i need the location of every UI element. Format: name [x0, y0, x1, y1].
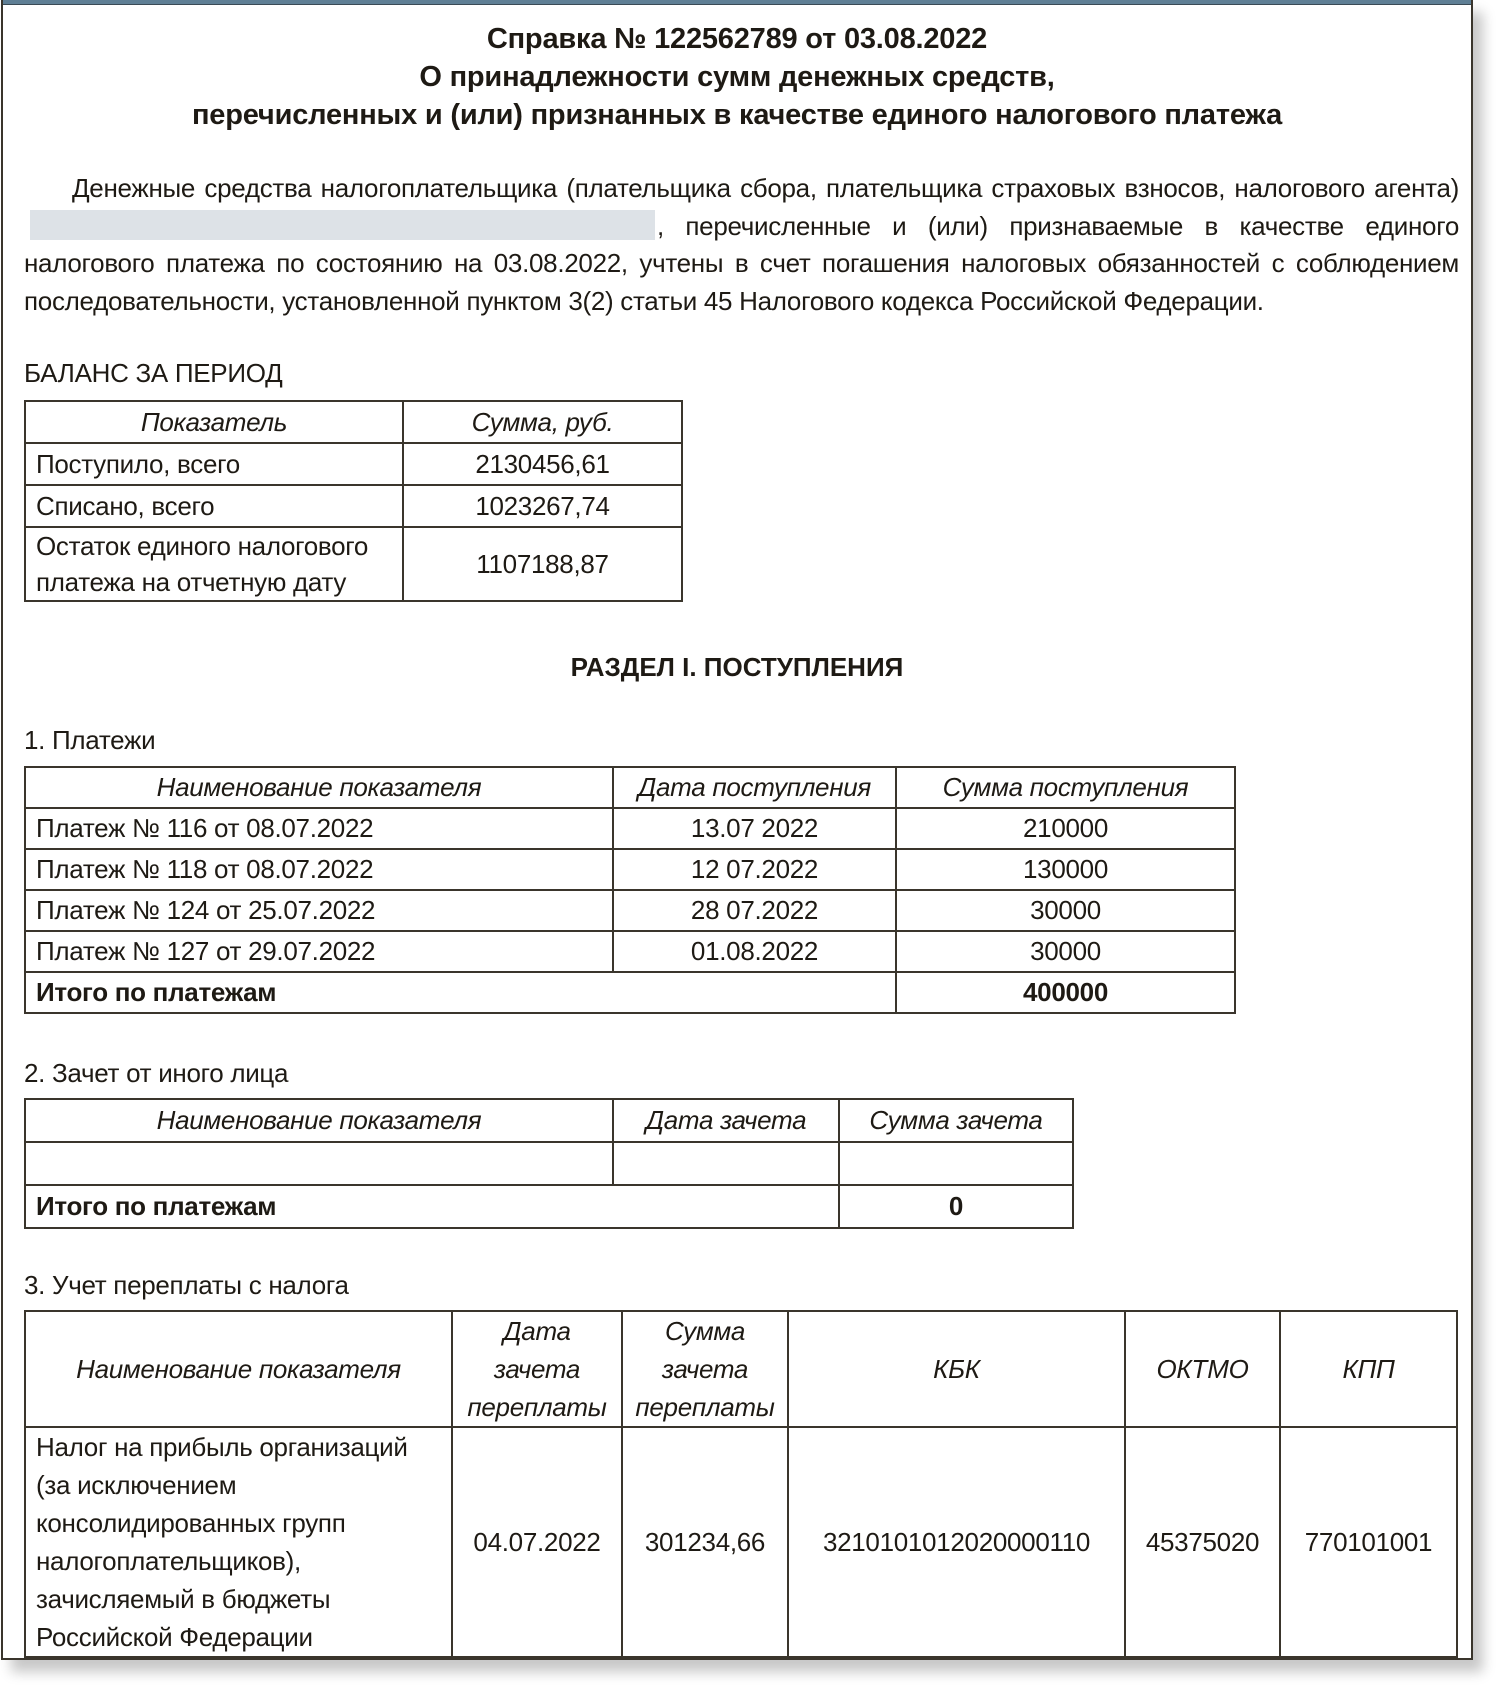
overpayment-date: 04.07.2022	[452, 1427, 622, 1657]
offset-label: 2. Зачет от иного лица	[24, 1058, 289, 1088]
payments-table	[24, 766, 1236, 1014]
total-label: Итого по платежам	[25, 1185, 839, 1228]
overpayment-label: 3. Учет переплаты с налога	[24, 1270, 349, 1300]
table-row	[25, 931, 1235, 972]
offset-table	[24, 1098, 1074, 1229]
total-row	[25, 972, 1235, 1013]
payment-amount: 30000	[896, 931, 1235, 972]
header-date: Дата зачета переплаты	[452, 1311, 622, 1427]
overpayment-oktmo: 45375020	[1125, 1427, 1280, 1657]
header-indicator: Показатель	[25, 401, 403, 443]
payment-date: 01.08.2022	[613, 931, 896, 972]
header-date: Дата зачета	[613, 1099, 839, 1142]
document-title	[3, 20, 1471, 134]
total-value: 400000	[896, 972, 1235, 1013]
payment-date: 13.07 2022	[613, 808, 896, 849]
row-value: 1023267,74	[403, 485, 682, 527]
header-oktmo: ОКТМО	[1125, 1311, 1280, 1427]
row-value: 1107188,87	[403, 527, 682, 601]
overpayment-kbk: 3210101012020000110	[788, 1427, 1125, 1657]
header-name: Наименование показателя	[25, 1311, 452, 1427]
table-row	[25, 443, 682, 485]
payment-name: Платеж № 118 от 08.07.2022	[25, 849, 613, 890]
intro-paragraph	[24, 170, 1459, 320]
payments-label: 1. Платежи	[24, 725, 156, 755]
row-name: Поступило, всего	[25, 443, 403, 485]
row-name: Остаток единого налогового платежа на отчетную дату	[25, 527, 403, 601]
offset-date	[613, 1142, 839, 1185]
redacted-taxpayer-name	[30, 210, 655, 240]
row-value: 2130456,61	[403, 443, 682, 485]
page-top-strip	[3, 0, 1471, 5]
table-row	[25, 890, 1235, 931]
header-name: Наименование показателя	[25, 767, 613, 808]
offset-amount	[839, 1142, 1073, 1185]
table-row	[25, 1427, 1457, 1657]
table-row	[25, 808, 1235, 849]
document-page	[1, 0, 1473, 1660]
table-row	[25, 1142, 1073, 1185]
title-line-3: перечисленных и (или) признанных в качестве единого налогового платежа	[191, 99, 1283, 131]
total-row	[25, 1185, 1073, 1228]
overpayment-kpp: 770101001	[1280, 1427, 1457, 1657]
table-header-row	[25, 1311, 1457, 1427]
total-value: 0	[839, 1185, 1073, 1228]
balance-table	[24, 400, 683, 602]
table-row	[25, 849, 1235, 890]
header-amount: Сумма, руб.	[403, 401, 682, 443]
row-name: Списано, всего	[25, 485, 403, 527]
header-date: Дата поступления	[613, 767, 896, 808]
header-kbk: КБК	[788, 1311, 1125, 1427]
payment-date: 28 07.2022	[613, 890, 896, 931]
balance-label: БАЛАНС ЗА ПЕРИОД	[24, 358, 283, 388]
payment-name: Платеж № 124 от 25.07.2022	[25, 890, 613, 931]
table-row	[25, 527, 682, 601]
intro-text-after: , перечисленные и (или) признаваемые в качестве единого налогового платежа по состоянию на 03.08.2022, учтены в счет погашения налоговых обязанностей с соблюдением последовательности, установленной пунктом 3(2) статьи 45 Налогового кодекса Российской Федерации.	[24, 210, 1459, 316]
overpayment-name: Налог на прибыль организаций (за исключением консолидированных групп налогоплательщиков), зачисляемый в бюджеты Российской Федерации	[25, 1427, 452, 1657]
header-amount: Сумма зачета переплаты	[622, 1311, 788, 1427]
total-label: Итого по платежам	[25, 972, 896, 1013]
intro-text-before: Денежные средства налогоплательщика (плательщика сбора, плательщика страховых взносов, налогового агента)	[72, 173, 1459, 203]
table-header-row	[25, 1099, 1073, 1142]
header-kpp: КПП	[1280, 1311, 1457, 1427]
header-amount: Сумма зачета	[839, 1099, 1073, 1142]
table-header-row	[25, 401, 682, 443]
title-line-2: О принадлежности сумм денежных средств,	[419, 61, 1055, 93]
overpayment-table	[24, 1310, 1458, 1658]
payment-name: Платеж № 116 от 08.07.2022	[25, 808, 613, 849]
section-title: РАЗДЕЛ I. ПОСТУПЛЕНИЯ	[570, 652, 904, 682]
payment-amount: 130000	[896, 849, 1235, 890]
payment-date: 12 07.2022	[613, 849, 896, 890]
header-amount: Сумма поступления	[896, 767, 1235, 808]
table-header-row	[25, 767, 1235, 808]
payment-name: Платеж № 127 от 29.07.2022	[25, 931, 613, 972]
offset-name	[25, 1142, 613, 1185]
table-row	[25, 485, 682, 527]
title-line-1: Справка № 122562789 от 03.08.2022	[486, 23, 988, 55]
overpayment-amount: 301234,66	[622, 1427, 788, 1657]
payment-amount: 30000	[896, 890, 1235, 931]
payment-amount: 210000	[896, 808, 1235, 849]
header-name: Наименование показателя	[25, 1099, 613, 1142]
